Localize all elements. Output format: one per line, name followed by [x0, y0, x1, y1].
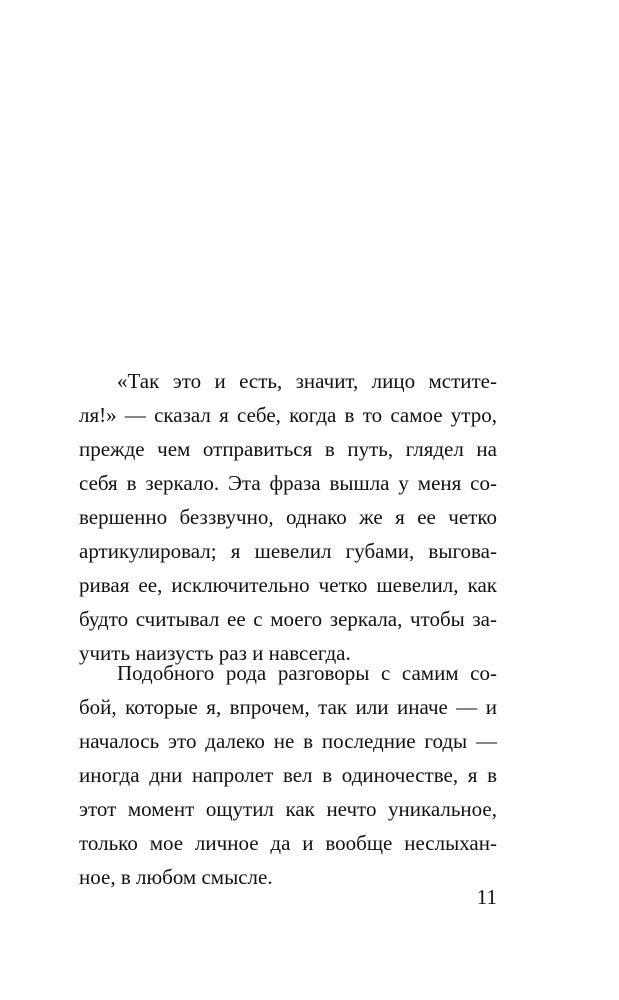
text-line: вершенно беззвучно, однако же я ее четко [79, 505, 497, 529]
text-line: прежде чем отправиться в путь, глядел на [79, 437, 497, 461]
text-line: учить наизусть раз и навсегда. [79, 641, 351, 665]
page-number: 11 [476, 885, 497, 909]
text-line: бой, которые я, впрочем, так или иначе — и [79, 695, 497, 719]
text-line: ля!» — сказал я себе, когда в то самое утро, [79, 403, 497, 427]
text-line: Подобного рода разговоры с самим со- [117, 661, 497, 685]
paragraph-1 [79, 364, 497, 670]
text-line: началось это далеко не в последние годы — [79, 729, 497, 753]
text-line: ривая ее, исключительно четко шевелил, как [79, 573, 497, 597]
text-line: артикулировал; я шевелил губами, выгова- [79, 539, 497, 563]
text-line: только мое личное да и вообще неслыхан- [79, 831, 497, 855]
text-line: иногда дни напролет вел в одиночестве, я в [79, 763, 497, 787]
text-line: будто считывал ее с моего зеркала, чтобы за- [79, 607, 497, 631]
text-line: ное, в любом смысле. [79, 865, 273, 889]
text-line: «Так это и есть, значит, лицо мстите- [117, 369, 497, 393]
text-line: себя в зеркало. Эта фраза вышла у меня со- [79, 471, 497, 495]
paragraph-2 [79, 656, 497, 894]
text-line: этот момент ощутил как нечто уникальное, [79, 797, 497, 821]
